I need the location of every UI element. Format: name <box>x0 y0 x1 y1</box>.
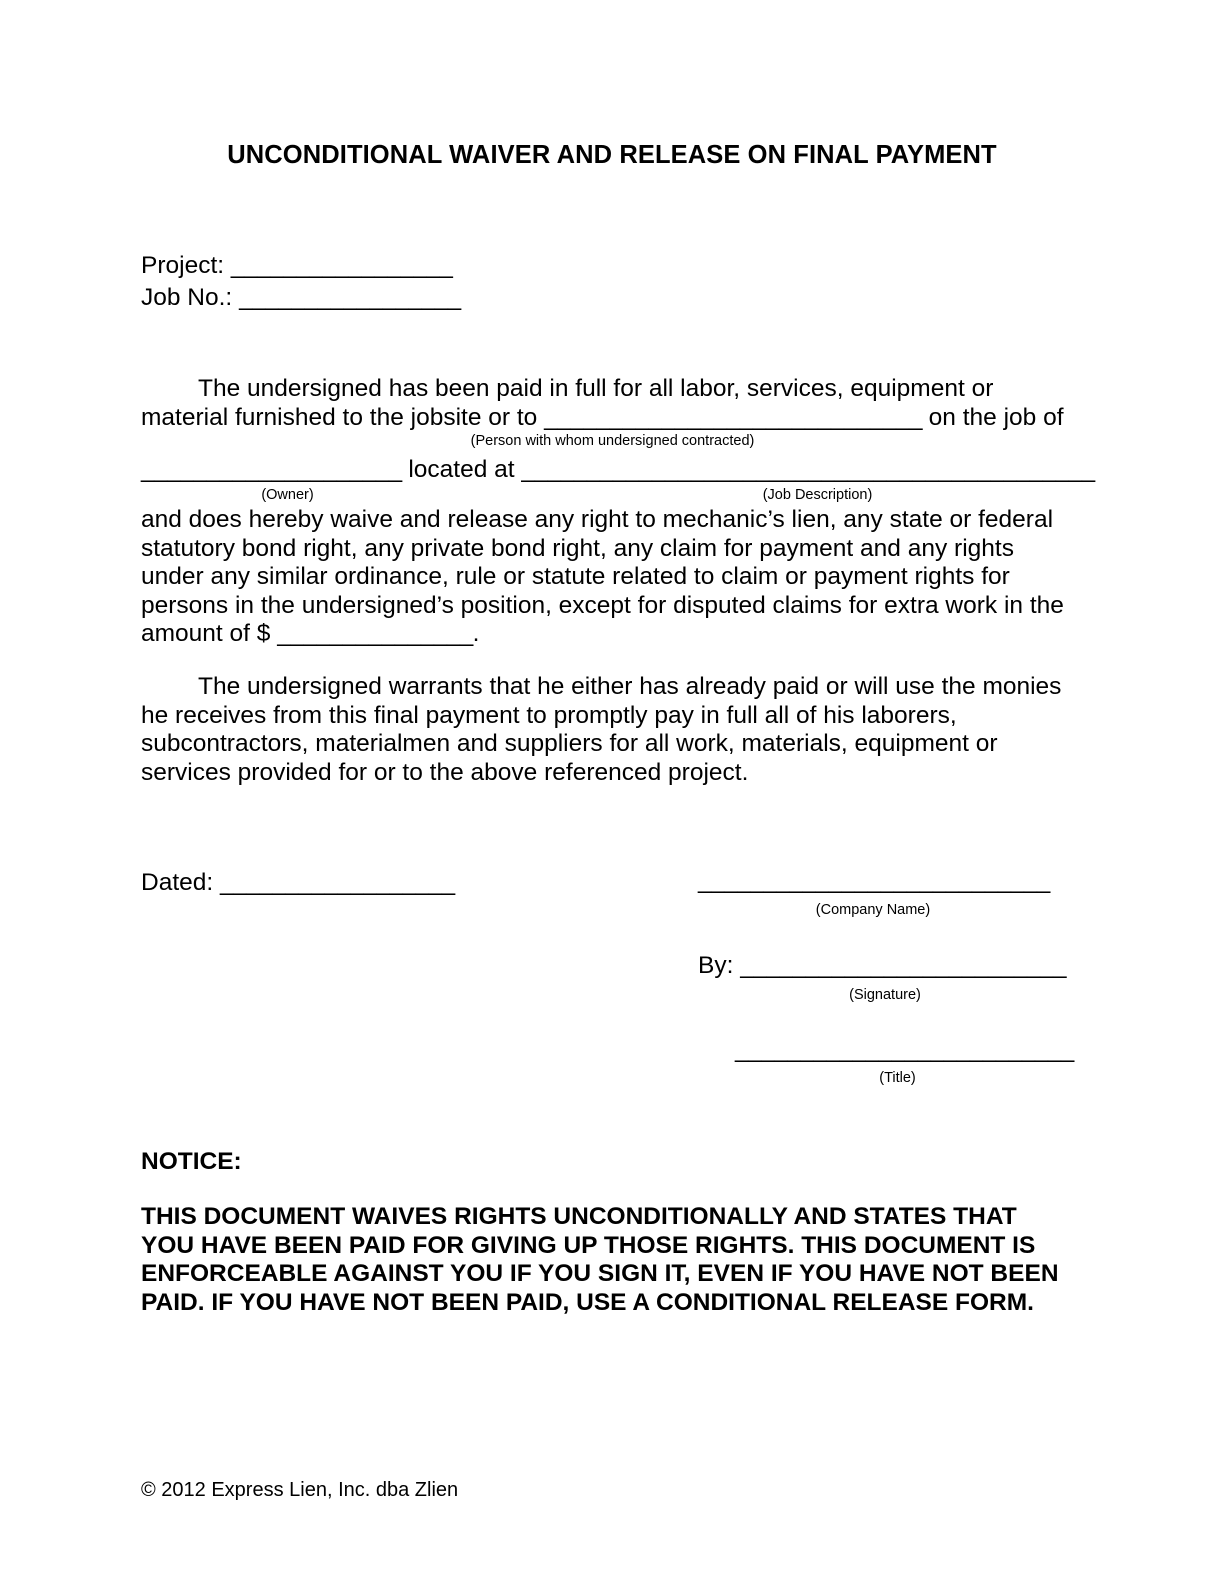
paid-in-full-text-b: on the job of <box>921 403 1064 431</box>
job-no-input-blank[interactable]: _________________ <box>239 284 461 311</box>
owner-blank[interactable]: ____________________ <box>141 456 402 483</box>
waiver-language-text: and does hereby waive and release any right to mechanic’s lien, any state or federal statutory bond right, any private bond right, any claim for payment and any rights under any similar ordinance, rule or statute related to claim or payment rights for persons in the undersigned’s position, except for disputed claims for extra work in the amount of <box>141 506 1064 648</box>
footer-copyright: © 2012 Express Lien, Inc. dba Zlien <box>141 1479 459 1501</box>
owner-located-row <box>141 455 1095 484</box>
caption-person-contracted: (Person with whom undersigned contracted) <box>470 433 755 449</box>
caption-company-name: (Company Name) <box>815 902 931 918</box>
located-at-label: located at <box>401 456 522 483</box>
paid-in-full-text-a: The undersigned has been paid in full for all labor, services, equipment or material furnished to the jobsite or to <box>141 375 994 431</box>
job-no-field-row <box>141 283 461 312</box>
company-name-blank[interactable]: ___________________________ <box>698 867 1050 894</box>
dated-label: Dated: <box>141 869 220 896</box>
contracted-party-blank[interactable]: _____________________________ <box>544 403 922 431</box>
by-signature-field <box>698 951 1066 980</box>
notice-body: THIS DOCUMENT WAIVES RIGHTS UNCONDITIONALLY AND STATES THAT YOU HAVE BEEN PAID FOR GIVING UP THOSE RIGHTS. THIS DOCUMENT IS ENFORCEABLE AGAINST YOU IF YOU SIGN IT, EVEN IF YOU HAVE NOT BEEN PAID. IF YOU HAVE NOT BEEN PAID, USE A CONDITIONAL RELEASE FORM. <box>141 1203 1059 1316</box>
paragraph-warranty <box>141 673 1081 787</box>
title-blank[interactable]: __________________________ <box>735 1036 1074 1063</box>
caption-job-description: (Job Description) <box>762 487 873 503</box>
paragraph-paid-in-full <box>141 375 1081 432</box>
signature-blank[interactable]: _________________________ <box>740 952 1066 979</box>
caption-title: (Title) <box>879 1070 916 1086</box>
page-title: UNCONDITIONAL WAIVER AND RELEASE ON FINAL PAYMENT <box>227 141 997 169</box>
caption-owner: (Owner) <box>261 487 314 503</box>
caption-signature: (Signature) <box>849 987 921 1003</box>
job-description-blank[interactable]: ____________________________________________ <box>521 456 1095 483</box>
job-no-label: Job No.: <box>141 284 240 311</box>
waiver-language-period: . <box>472 620 480 648</box>
dated-field-row <box>141 868 454 897</box>
by-label: By: <box>698 952 741 979</box>
project-field-row <box>141 251 452 280</box>
company-name-field <box>698 866 1050 895</box>
project-input-blank[interactable]: _________________ <box>230 252 453 279</box>
disputed-amount-blank[interactable]: _______________ <box>277 620 473 648</box>
dated-input-blank[interactable]: __________________ <box>220 869 455 896</box>
paragraph-waiver-language <box>141 506 1066 649</box>
dollar-sign: $ <box>256 620 278 648</box>
warranty-text: The undersigned warrants that he either has already paid or will use the monies he receives from this final payment to promptly pay in full all of his laborers, subcontractors, materialmen and suppliers for all work, materials, equipment or services provided for or to the above referenced project. <box>141 673 1062 786</box>
project-label: Project: <box>141 252 231 279</box>
title-field <box>735 1035 1074 1064</box>
notice-heading: NOTICE: <box>141 1148 242 1175</box>
